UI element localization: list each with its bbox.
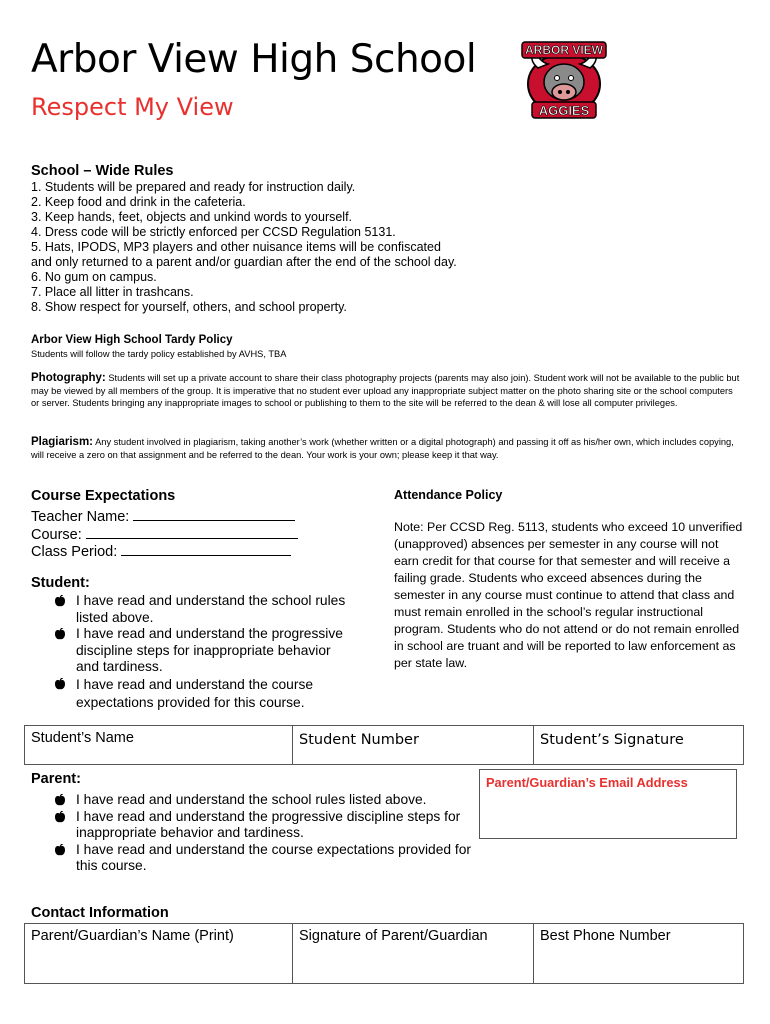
student-checklist bbox=[52, 593, 352, 712]
page-title: Arbor View High School bbox=[31, 37, 477, 82]
photography-text: Students will set up a private account to share their class photography projects (parents may also join). Student work will not be available to the public but may be viewed by all members of the group. It is imperative that no student ever upload any inappropriate subject matter on the photo sharing site or the school computers or server. Students bringing any inappropriate images to school or publishing to them to the site will be referred to the dean & will lose all computer privileges. bbox=[31, 373, 740, 408]
class-period-label: Class Period: bbox=[31, 544, 122, 560]
photography-paragraph bbox=[31, 372, 743, 410]
student-check-text: I have read and understand the school rules listed above. bbox=[76, 593, 346, 625]
parent-check-item bbox=[52, 842, 472, 875]
course-label: Course: bbox=[31, 527, 86, 543]
student-heading: Student: bbox=[31, 575, 90, 591]
apple-icon bbox=[54, 595, 66, 608]
student-check-text: I have read and understand the progressive discipline steps for inappropriate behavior and tardiness. bbox=[76, 626, 343, 674]
tardy-text: Students will follow the tardy policy established by AVHS, TBA bbox=[31, 349, 287, 359]
parent-signature-cell[interactable] bbox=[293, 924, 534, 984]
student-name-cell[interactable] bbox=[25, 726, 293, 765]
phone-number-label: Best Phone Number bbox=[540, 928, 671, 944]
rule-item: 5. Hats, IPODS, MP3 players and other nuisance items will be confiscated bbox=[31, 240, 441, 254]
rule-item: 7. Place all litter in trashcans. bbox=[31, 285, 194, 299]
plagiarism-label: Plagiarism: bbox=[31, 436, 93, 448]
rule-item: 2. Keep food and drink in the cafeteria. bbox=[31, 195, 246, 209]
contact-info-table bbox=[24, 923, 744, 984]
rule-item: and only returned to a parent and/or guardian after the end of the school day. bbox=[31, 255, 457, 269]
rule-item: 6. No gum on campus. bbox=[31, 270, 157, 284]
contact-heading: Contact Information bbox=[31, 905, 169, 921]
apple-icon bbox=[54, 678, 66, 691]
apple-icon bbox=[54, 628, 66, 641]
parent-heading: Parent: bbox=[31, 771, 81, 787]
page-subtitle: Respect My View bbox=[31, 93, 234, 121]
parent-check-item bbox=[52, 792, 472, 809]
parent-signature-label: Signature of Parent/Guardian bbox=[299, 928, 488, 944]
course-line[interactable] bbox=[86, 524, 298, 539]
plagiarism-text: Any student involved in plagiarism, taking another’s work (whether written or a digital photograph) and passing it off as his/her own, which includes copying, will receive a zero on that assignment and be referred to the dean. Your work is your own; please keep it that way. bbox=[31, 437, 734, 460]
parent-email-box[interactable] bbox=[479, 769, 737, 839]
student-signature-cell[interactable] bbox=[534, 726, 744, 765]
tardy-heading: Arbor View High School Tardy Policy bbox=[31, 334, 233, 346]
attendance-heading: Attendance Policy bbox=[394, 488, 503, 502]
teacher-name-label: Teacher Name: bbox=[31, 509, 134, 525]
class-period-line[interactable] bbox=[121, 541, 291, 556]
parent-name-label: Parent/Guardian’s Name (Print) bbox=[31, 928, 234, 944]
parent-check-text: I have read and understand the course expectations provided for this course. bbox=[76, 841, 472, 873]
attendance-text: Note: Per CCSD Reg. 5113, students who exceed 10 unverified (unapproved) absences per semester in any course will not earn credit for that course for that semester and will receive a failing grade. Students who exceed absences during the semester in any course must continue to attend that class and must remain enrolled in the school’s regular instructional program. Students who do not attend or do not remain enrolled in school are truant and will be reported to law enforcement as per state law. bbox=[394, 520, 743, 670]
phone-number-cell[interactable] bbox=[534, 924, 744, 984]
apple-icon bbox=[54, 844, 66, 857]
rule-item: 4. Dress code will be strictly enforced per CCSD Regulation 5131. bbox=[31, 225, 396, 239]
rule-item: 3. Keep hands, feet, objects and unkind words to yourself. bbox=[31, 210, 353, 224]
parent-email-label: Parent/Guardian’s Email Address bbox=[486, 775, 688, 790]
aggies-logo bbox=[518, 38, 610, 120]
student-name-label: Student’s Name bbox=[31, 730, 134, 746]
teacher-name-field bbox=[31, 506, 295, 525]
apple-icon bbox=[54, 811, 66, 824]
rules-heading: School – Wide Rules bbox=[31, 163, 174, 179]
student-check-item bbox=[52, 676, 352, 712]
rule-item: 1. Students will be prepared and ready for instruction daily. bbox=[31, 180, 356, 194]
rules-list bbox=[31, 180, 491, 315]
rule-item: 8. Show respect for yourself, others, and school property. bbox=[31, 300, 347, 314]
plagiarism-paragraph bbox=[31, 436, 743, 461]
parent-check-item bbox=[52, 809, 472, 842]
student-check-item bbox=[52, 626, 352, 676]
parent-checklist bbox=[52, 792, 472, 875]
student-info-table bbox=[24, 725, 744, 765]
teacher-name-line[interactable] bbox=[133, 506, 295, 521]
student-number-cell[interactable] bbox=[293, 726, 534, 765]
course-heading: Course Expectations bbox=[31, 488, 176, 504]
photography-label: Photography: bbox=[31, 372, 106, 384]
student-check-text: I have read and understand the course expectations provided for this course. bbox=[76, 676, 314, 710]
logo-bottom-text: AGGIES bbox=[538, 103, 590, 118]
student-check-item bbox=[52, 593, 352, 626]
parent-check-text: I have read and understand the school rules listed above. bbox=[76, 792, 427, 807]
parent-check-text: I have read and understand the progressive discipline steps for inappropriate behavior and tardiness. bbox=[76, 808, 461, 840]
apple-icon bbox=[54, 794, 66, 807]
student-number-label: Student Number bbox=[299, 732, 419, 748]
logo-top-text: ARBOR VIEW bbox=[525, 43, 603, 57]
student-signature-label: Student’s Signature bbox=[540, 732, 684, 748]
parent-name-cell[interactable] bbox=[25, 924, 293, 984]
class-period-field bbox=[31, 541, 291, 560]
